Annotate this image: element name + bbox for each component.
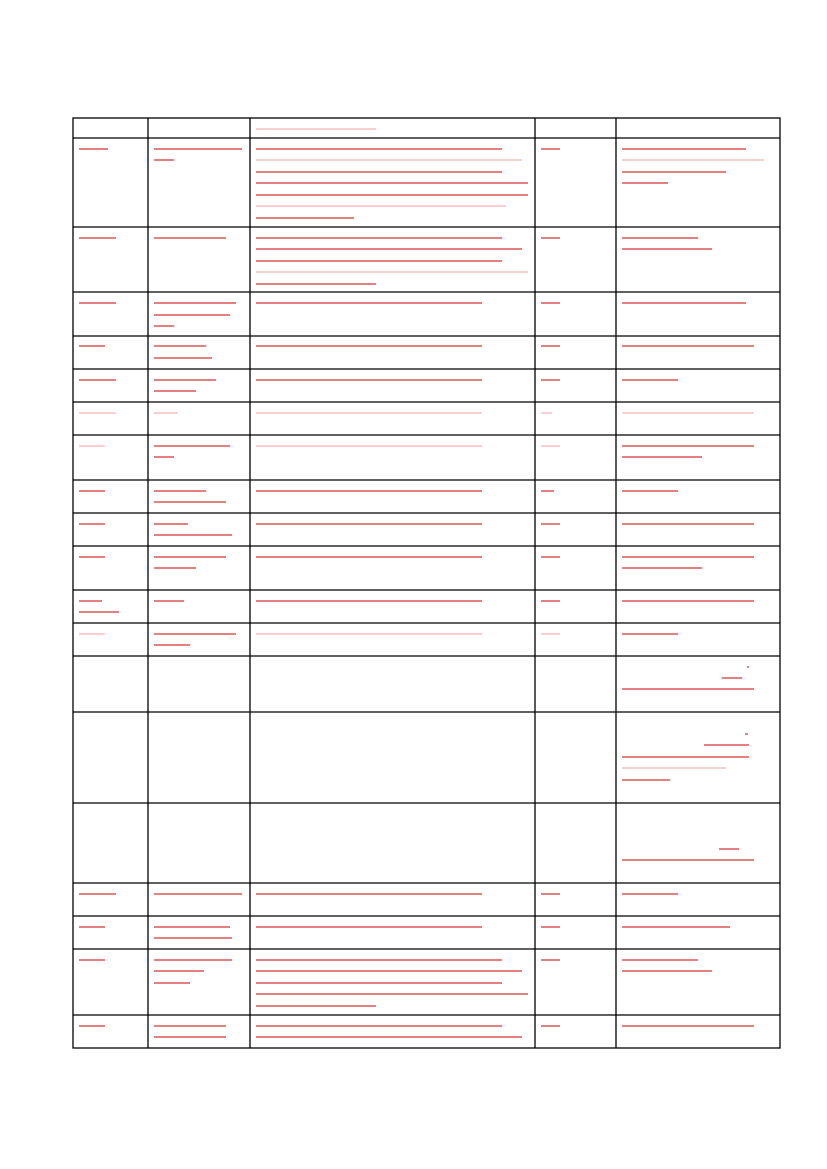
table-row bbox=[79, 238, 712, 284]
table-row bbox=[79, 927, 730, 938]
table-row bbox=[79, 380, 678, 391]
table-row bbox=[79, 491, 678, 502]
table-row bbox=[79, 960, 712, 1006]
table-row bbox=[79, 601, 754, 612]
table-row bbox=[79, 346, 754, 358]
table-grid bbox=[73, 118, 780, 1048]
table-row bbox=[79, 446, 754, 457]
table-row bbox=[79, 524, 754, 535]
table-row bbox=[79, 1026, 754, 1037]
table-row bbox=[622, 667, 754, 689]
table-row bbox=[79, 557, 754, 568]
table-row bbox=[622, 734, 749, 780]
table-row bbox=[79, 303, 746, 326]
table-row bbox=[622, 849, 754, 860]
table-row bbox=[79, 149, 764, 218]
table-row bbox=[79, 634, 678, 645]
